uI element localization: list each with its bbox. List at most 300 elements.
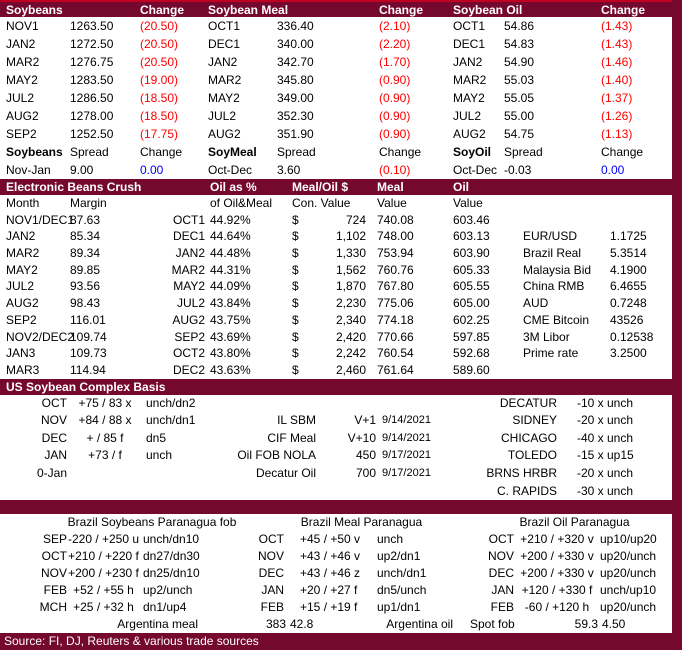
meal-value: 760.76: [377, 262, 414, 277]
meal-change: dn5/unch: [377, 582, 427, 597]
table-row: [0, 262, 682, 279]
table-row: [0, 329, 682, 346]
oil-change: up10/up20: [600, 531, 657, 546]
spot-fob-label: Spot fob: [470, 616, 515, 631]
table-row: [453, 17, 672, 35]
change-value: (1.37): [601, 91, 633, 105]
reference-rate-label: Malaysia Bid: [523, 262, 592, 277]
price: 1276.75: [70, 55, 114, 69]
brazil-oil-title: Brazil Oil Paranagua: [519, 514, 630, 529]
table-row: [0, 295, 682, 312]
oil-month: FEB: [490, 599, 514, 614]
table-row: [208, 53, 453, 71]
oil-value: 597.85: [453, 329, 490, 344]
spread-months: Nov-Jan: [6, 163, 51, 177]
crush-month: MAR3: [6, 362, 40, 377]
market-value: 700: [355, 465, 376, 480]
spread-months: Oct-Dec: [208, 163, 253, 177]
contract-month: MAY2: [208, 91, 240, 105]
table-row: [0, 548, 682, 565]
section-title: Soybeans: [6, 2, 63, 17]
oil-pct-month: MAR2: [171, 262, 205, 277]
table-row: [0, 17, 208, 35]
price: 349.00: [277, 91, 314, 105]
meal-bid-ask: +43 / +46 z: [300, 565, 361, 580]
table-row: [208, 71, 453, 89]
reference-rate-value: 5.3514: [610, 246, 647, 261]
bean-change: unch/dn10: [143, 531, 200, 546]
oil-change: unch/up10: [600, 582, 657, 597]
table-row: [0, 465, 682, 483]
con-value: 2,340: [335, 312, 366, 327]
change-column-header: Change: [379, 2, 424, 17]
oil-pct-value: 44.48%: [210, 246, 251, 261]
basis-change: unch/dn2: [146, 395, 196, 410]
oil-pct-month: OCT1: [172, 212, 205, 227]
oil-pct-month: JUL2: [176, 296, 205, 311]
spread-header-row: [208, 143, 453, 161]
meal-bid-ask: +20 / +27 f: [300, 582, 358, 597]
change-value: (19.00): [140, 73, 179, 87]
crush-month: JUL2: [6, 279, 35, 294]
table-row: [0, 599, 682, 616]
month-header: Month: [6, 196, 40, 210]
margin-header: Margin: [70, 196, 107, 210]
basis-change: unch: [146, 448, 173, 463]
change-value: (1.46): [601, 55, 633, 69]
section-title: Soybean Meal: [208, 2, 289, 17]
contract-month: MAY2: [453, 91, 485, 105]
basis-month: 0-Jan: [36, 465, 67, 480]
dollar-sign: $: [292, 212, 299, 227]
location-label: TOLEDO: [507, 448, 557, 463]
crush-margin: 87.63: [70, 212, 101, 227]
oil-pct-value: 43.69%: [210, 329, 251, 344]
crush-month: SEP2: [6, 312, 37, 327]
oil-value: 605.55: [453, 279, 490, 294]
con-value: 724: [345, 212, 366, 227]
meal-value: 761.64: [377, 362, 414, 377]
spread-value: 9.00: [70, 163, 94, 177]
oil-value: 603.90: [453, 246, 490, 261]
spread-change-label: Change: [140, 145, 183, 159]
spread-label: Spread: [277, 145, 316, 159]
section-separator: [0, 500, 682, 514]
oil-change: up20/unch: [600, 599, 657, 614]
oil-pct-month: SEP2: [174, 329, 205, 344]
table-row: [0, 447, 682, 465]
price: 54.90: [504, 55, 535, 69]
oil-value: 589.60: [453, 362, 490, 377]
table-row: [0, 582, 682, 599]
crush-margin: 116.01: [70, 312, 106, 327]
brazil-rows: [0, 531, 682, 616]
change-value: (1.26): [601, 109, 633, 123]
brazil-footer-row: [0, 616, 682, 633]
reference-rate-value: 0.12538: [610, 329, 654, 344]
meal-value-header: Value: [377, 196, 407, 210]
table-row: [0, 483, 682, 501]
spread-change-label: Change: [601, 145, 644, 159]
location-basis: -20 x unch: [577, 413, 634, 428]
meal-value: 767.80: [377, 279, 414, 294]
oil-bid-ask: +120 / +330 f: [521, 582, 593, 597]
reference-rate-label: 3M Libor: [523, 329, 570, 344]
contract-month: MAR2: [453, 73, 487, 87]
meal-value: 740.08: [377, 212, 414, 227]
table-row: [0, 107, 208, 125]
price: 345.80: [277, 73, 314, 87]
con-value: 2,230: [335, 296, 366, 311]
oil-pct-month: MAY2: [173, 279, 205, 294]
table-row: [0, 412, 682, 430]
quote-date: 9/14/2021: [382, 414, 431, 427]
table-row: [208, 125, 453, 143]
price: 1283.50: [70, 73, 114, 87]
oil-pct-month: DEC2: [172, 362, 205, 377]
reference-rate-value: 1.1725: [610, 229, 647, 244]
oil-pct-month: DEC1: [172, 229, 205, 244]
spread-data-row: [453, 161, 672, 179]
basis-bid-ask: +73 / f: [88, 448, 122, 463]
section-title: Soybean Oil: [453, 2, 523, 17]
con-value: 1,102: [335, 229, 366, 244]
oil-value: 592.68: [453, 346, 490, 361]
location-label: C. RAPIDS: [496, 483, 557, 498]
meal-bid-ask: +43 / +46 v: [300, 548, 361, 563]
location-label: SIDNEY: [512, 413, 557, 428]
bean-month: FEB: [43, 582, 67, 597]
bean-change: dn27/dn30: [143, 548, 200, 563]
oil-header: Oil: [453, 180, 470, 194]
crush-margin: 93.56: [70, 279, 101, 294]
meal-value: 770.66: [377, 329, 414, 344]
basis-bid-ask: +84 / 88 x: [78, 413, 132, 428]
spread-change-text: (0.10): [379, 163, 411, 177]
oil-value-header: Value: [453, 196, 483, 210]
spread-change-value: [379, 161, 453, 179]
table-row: [0, 35, 208, 53]
oil-pct-month: JAN2: [175, 246, 205, 261]
basis-month: OCT: [41, 395, 67, 410]
location-basis: -40 x unch: [577, 430, 634, 445]
oil-pct-value: 44.92%: [210, 212, 251, 227]
reference-rate-label: EUR/USD: [523, 229, 578, 244]
market-value: V+1: [354, 413, 376, 428]
oil-bid-ask: +200 / +330 v: [520, 565, 594, 580]
quote-date: 9/17/2021: [382, 449, 431, 462]
bean-bid-ask: +52 / +55 h: [73, 582, 134, 597]
spot-fob-value: 59.3: [574, 616, 598, 631]
table-row: [0, 228, 682, 245]
table-row: [0, 430, 682, 448]
contract-month: JAN2: [453, 55, 483, 69]
reference-rate-label: China RMB: [523, 279, 585, 294]
meal-change: unch: [377, 531, 404, 546]
contract-month: AUG2: [453, 127, 486, 141]
basis-bid-ask: +75 / 83 x: [78, 395, 132, 410]
location-label: BRNS HRBR: [486, 465, 557, 480]
table-row: [208, 17, 453, 35]
change-value: (1.43): [601, 37, 633, 51]
location-basis: -10 x unch: [577, 395, 634, 410]
contract-month: SEP2: [6, 127, 37, 141]
table-row: [0, 245, 682, 262]
argentina-oil-label: Argentina oil: [386, 616, 453, 631]
con-value: 2,460: [335, 362, 366, 377]
meal-change: up2/dn1: [377, 548, 421, 563]
basis-header-bar: [0, 379, 682, 395]
argentina-meal-label: Argentina meal: [117, 616, 198, 631]
contract-month: AUG2: [6, 109, 39, 123]
dollar-sign: $: [292, 246, 299, 261]
reference-rate-value: 4.1900: [610, 262, 647, 277]
meal-change: up1/dn1: [377, 599, 421, 614]
oil-pct-value: 43.80%: [210, 346, 251, 361]
brazil-beans-title: Brazil Soybeans Paranagua fob: [67, 514, 237, 529]
con-value: 1,870: [335, 279, 366, 294]
soybeans-rows: [0, 17, 208, 143]
quotes-group-soybeans: [0, 0, 208, 179]
spread-change-value: [601, 161, 672, 179]
meal-change: unch/dn1: [377, 565, 427, 580]
contract-month: JUL2: [6, 91, 35, 105]
oil-value: 605.33: [453, 262, 490, 277]
meal-month: DEC: [258, 565, 284, 580]
crush-rows: [0, 212, 682, 379]
price: 340.00: [277, 37, 314, 51]
crush-month: MAR2: [6, 246, 40, 261]
meal-rows: [208, 17, 453, 143]
price: 352.30: [277, 109, 314, 123]
meal-month: OCT: [258, 531, 284, 546]
oil-rows: [453, 17, 672, 143]
contract-month: JUL2: [208, 109, 237, 123]
crush-margin: 98.43: [70, 296, 101, 311]
quotes-section: [0, 0, 672, 179]
change-value: (2.10): [379, 19, 411, 33]
price: 55.00: [504, 109, 535, 123]
bean-bid-ask: -220 / +250 u: [67, 531, 140, 546]
argentina-meal-value: 383: [265, 616, 286, 631]
spread-header-row: [0, 143, 208, 161]
contract-month: MAR2: [208, 73, 242, 87]
quote-date: 9/14/2021: [382, 431, 431, 444]
basis-month: JAN: [44, 448, 67, 463]
change-value: (0.90): [379, 127, 411, 141]
bean-change: up2/unch: [143, 582, 193, 597]
location-label: DECATUR: [499, 395, 557, 410]
table-row: [453, 35, 672, 53]
oil-bid-ask: +200 / +330 v: [520, 548, 594, 563]
contract-month: JUL2: [453, 109, 482, 123]
bean-month: OCT: [41, 548, 67, 563]
crush-margin: 114.94: [70, 362, 106, 377]
change-value: (1.13): [601, 127, 633, 141]
contract-month: DEC1: [453, 37, 486, 51]
contract-month: MAY2: [6, 73, 38, 87]
price: 1286.50: [70, 91, 114, 105]
oil-month: OCT: [488, 531, 514, 546]
basis-month: DEC: [41, 430, 67, 445]
spread-data-row: [208, 161, 453, 179]
dollar-sign: $: [292, 312, 299, 327]
quote-date: 9/17/2021: [382, 466, 431, 479]
market-value: 450: [355, 448, 376, 463]
meal-value: 774.18: [377, 312, 414, 327]
meal-value: 760.54: [377, 346, 414, 361]
reference-rate-label: Prime rate: [523, 346, 579, 361]
market-label: IL SBM: [277, 413, 316, 428]
crush-margin: 109.73: [70, 346, 107, 361]
change-value: (20.50): [140, 55, 179, 69]
oil-month: NOV: [487, 548, 514, 563]
oil-pct-value: 43.63%: [210, 362, 251, 377]
crush-subheader-row: [0, 195, 682, 212]
change-value: (2.20): [379, 37, 411, 51]
bean-change: dn1/up4: [143, 599, 187, 614]
spot-fob-change: 4.50: [602, 616, 626, 631]
table-row: [0, 89, 208, 107]
bean-bid-ask: +210 / +220 f: [68, 548, 139, 563]
oil-bid-ask: +210 / +320 v: [520, 531, 594, 546]
spread-label: Spread: [70, 145, 109, 159]
meal-bid-ask: +15 / +19 f: [300, 599, 358, 614]
change-column-header: Change: [140, 2, 185, 17]
change-value: (20.50): [140, 19, 179, 33]
table-row: [0, 345, 682, 362]
table-row: [0, 565, 682, 582]
meal-value: 748.00: [377, 229, 414, 244]
crush-margin: 109.74: [70, 329, 107, 344]
change-value: (17.75): [140, 127, 179, 141]
oil-value: 602.25: [453, 312, 490, 327]
dollar-sign: $: [292, 229, 299, 244]
basis-change: unch/dn1: [146, 413, 196, 428]
meal-value: 775.06: [377, 296, 414, 311]
basis-bid-ask: + / 85 f: [86, 430, 124, 445]
change-value: (18.50): [140, 109, 179, 123]
price: 351.90: [277, 127, 314, 141]
sheet-right-border: [672, 0, 682, 650]
crush-margin: 85.34: [70, 229, 101, 244]
quotes-group-soybean-oil: [453, 0, 672, 179]
spread-value: 3.60: [277, 163, 301, 177]
quotes-header-soybeans: [0, 0, 208, 17]
con-value-header: Con. Value: [292, 196, 351, 210]
spread-header-row: [453, 143, 672, 161]
quotes-header-oil: [453, 0, 672, 17]
location-basis: -20 x unch: [577, 465, 634, 480]
contract-month: MAR2: [6, 55, 40, 69]
market-value: V+10: [347, 430, 376, 445]
basis-section: [0, 379, 682, 501]
spread-group-label: SoyMeal: [208, 145, 257, 159]
location-basis: -30 x unch: [577, 483, 634, 498]
basis-rows: [0, 395, 682, 501]
reference-rate-value: 0.7248: [610, 296, 647, 311]
price: 1263.50: [70, 19, 114, 33]
spread-months: Oct-Dec: [453, 163, 498, 177]
crush-header-bar: [0, 179, 682, 195]
dollar-sign: $: [292, 346, 299, 361]
crush-month: NOV1/DEC1: [6, 212, 75, 227]
table-row: [453, 71, 672, 89]
oil-pct-value: 43.84%: [210, 296, 251, 311]
brazil-header-row: [0, 514, 682, 531]
brazil-meal-title: Brazil Meal Paranagua: [300, 514, 423, 529]
reference-rate-value: 43526: [610, 312, 644, 327]
table-row: [453, 125, 672, 143]
dollar-sign: $: [292, 262, 299, 277]
bean-bid-ask: +200 / +230 f: [68, 565, 139, 580]
oil-pct-subheader: of Oil&Meal: [210, 196, 273, 210]
change-value: (1.40): [601, 73, 633, 87]
oil-month: DEC: [488, 565, 514, 580]
spread-change-text: 0.00: [140, 163, 164, 177]
oil-month: JAN: [491, 582, 514, 597]
contract-month: AUG2: [208, 127, 241, 141]
bean-month: SEP: [42, 531, 67, 546]
table-row: [453, 53, 672, 71]
market-label: Decatur Oil: [255, 465, 316, 480]
spread-change-text: 0.00: [601, 163, 625, 177]
mealoil-header: Meal/Oil $: [292, 180, 349, 194]
meal-value: 753.94: [377, 246, 414, 261]
market-label: Oil FOB NOLA: [237, 448, 316, 463]
change-value: (20.50): [140, 37, 179, 51]
reference-rate-label: CME Bitcoin: [523, 312, 590, 327]
table-row: [208, 107, 453, 125]
oil-value: 605.00: [453, 296, 490, 311]
table-row: [0, 395, 682, 413]
oil-value: 603.13: [453, 229, 490, 244]
spread-data-row: [0, 161, 208, 179]
dollar-sign: $: [292, 362, 299, 377]
change-value: (0.90): [379, 109, 411, 123]
bean-change: dn25/dn10: [143, 565, 200, 580]
price: 336.40: [277, 19, 314, 33]
table-row: [0, 212, 682, 229]
crush-month: MAY2: [6, 262, 38, 277]
reference-rate-value: 3.2500: [610, 346, 647, 361]
oil-value: 603.46: [453, 212, 490, 227]
price: 1272.50: [70, 37, 114, 51]
contract-month: NOV1: [6, 19, 39, 33]
price: 54.86: [504, 19, 535, 33]
table-row: [453, 89, 672, 107]
price: 1278.00: [70, 109, 114, 123]
con-value: 1,562: [335, 262, 366, 277]
crush-month: JAN2: [6, 229, 36, 244]
table-row: [0, 312, 682, 329]
reference-rate-label: Brazil Real: [523, 246, 582, 261]
table-row: [0, 53, 208, 71]
dollar-sign: $: [292, 279, 299, 294]
basis-month: NOV: [40, 413, 67, 428]
table-row: [0, 362, 682, 379]
oil-pct-value: 44.09%: [210, 279, 251, 294]
price: 54.75: [504, 127, 535, 141]
spread-group-label: SoyOil: [453, 145, 492, 159]
section-title: Electronic Beans Crush: [6, 180, 142, 194]
spread-change-label: Change: [379, 145, 422, 159]
crush-month: AUG2: [6, 296, 39, 311]
meal-month: NOV: [257, 548, 284, 563]
bean-bid-ask: +25 / +32 h: [73, 599, 134, 614]
location-label: CHICAGO: [500, 430, 557, 445]
oil-pct-header: Oil as %: [210, 180, 257, 194]
